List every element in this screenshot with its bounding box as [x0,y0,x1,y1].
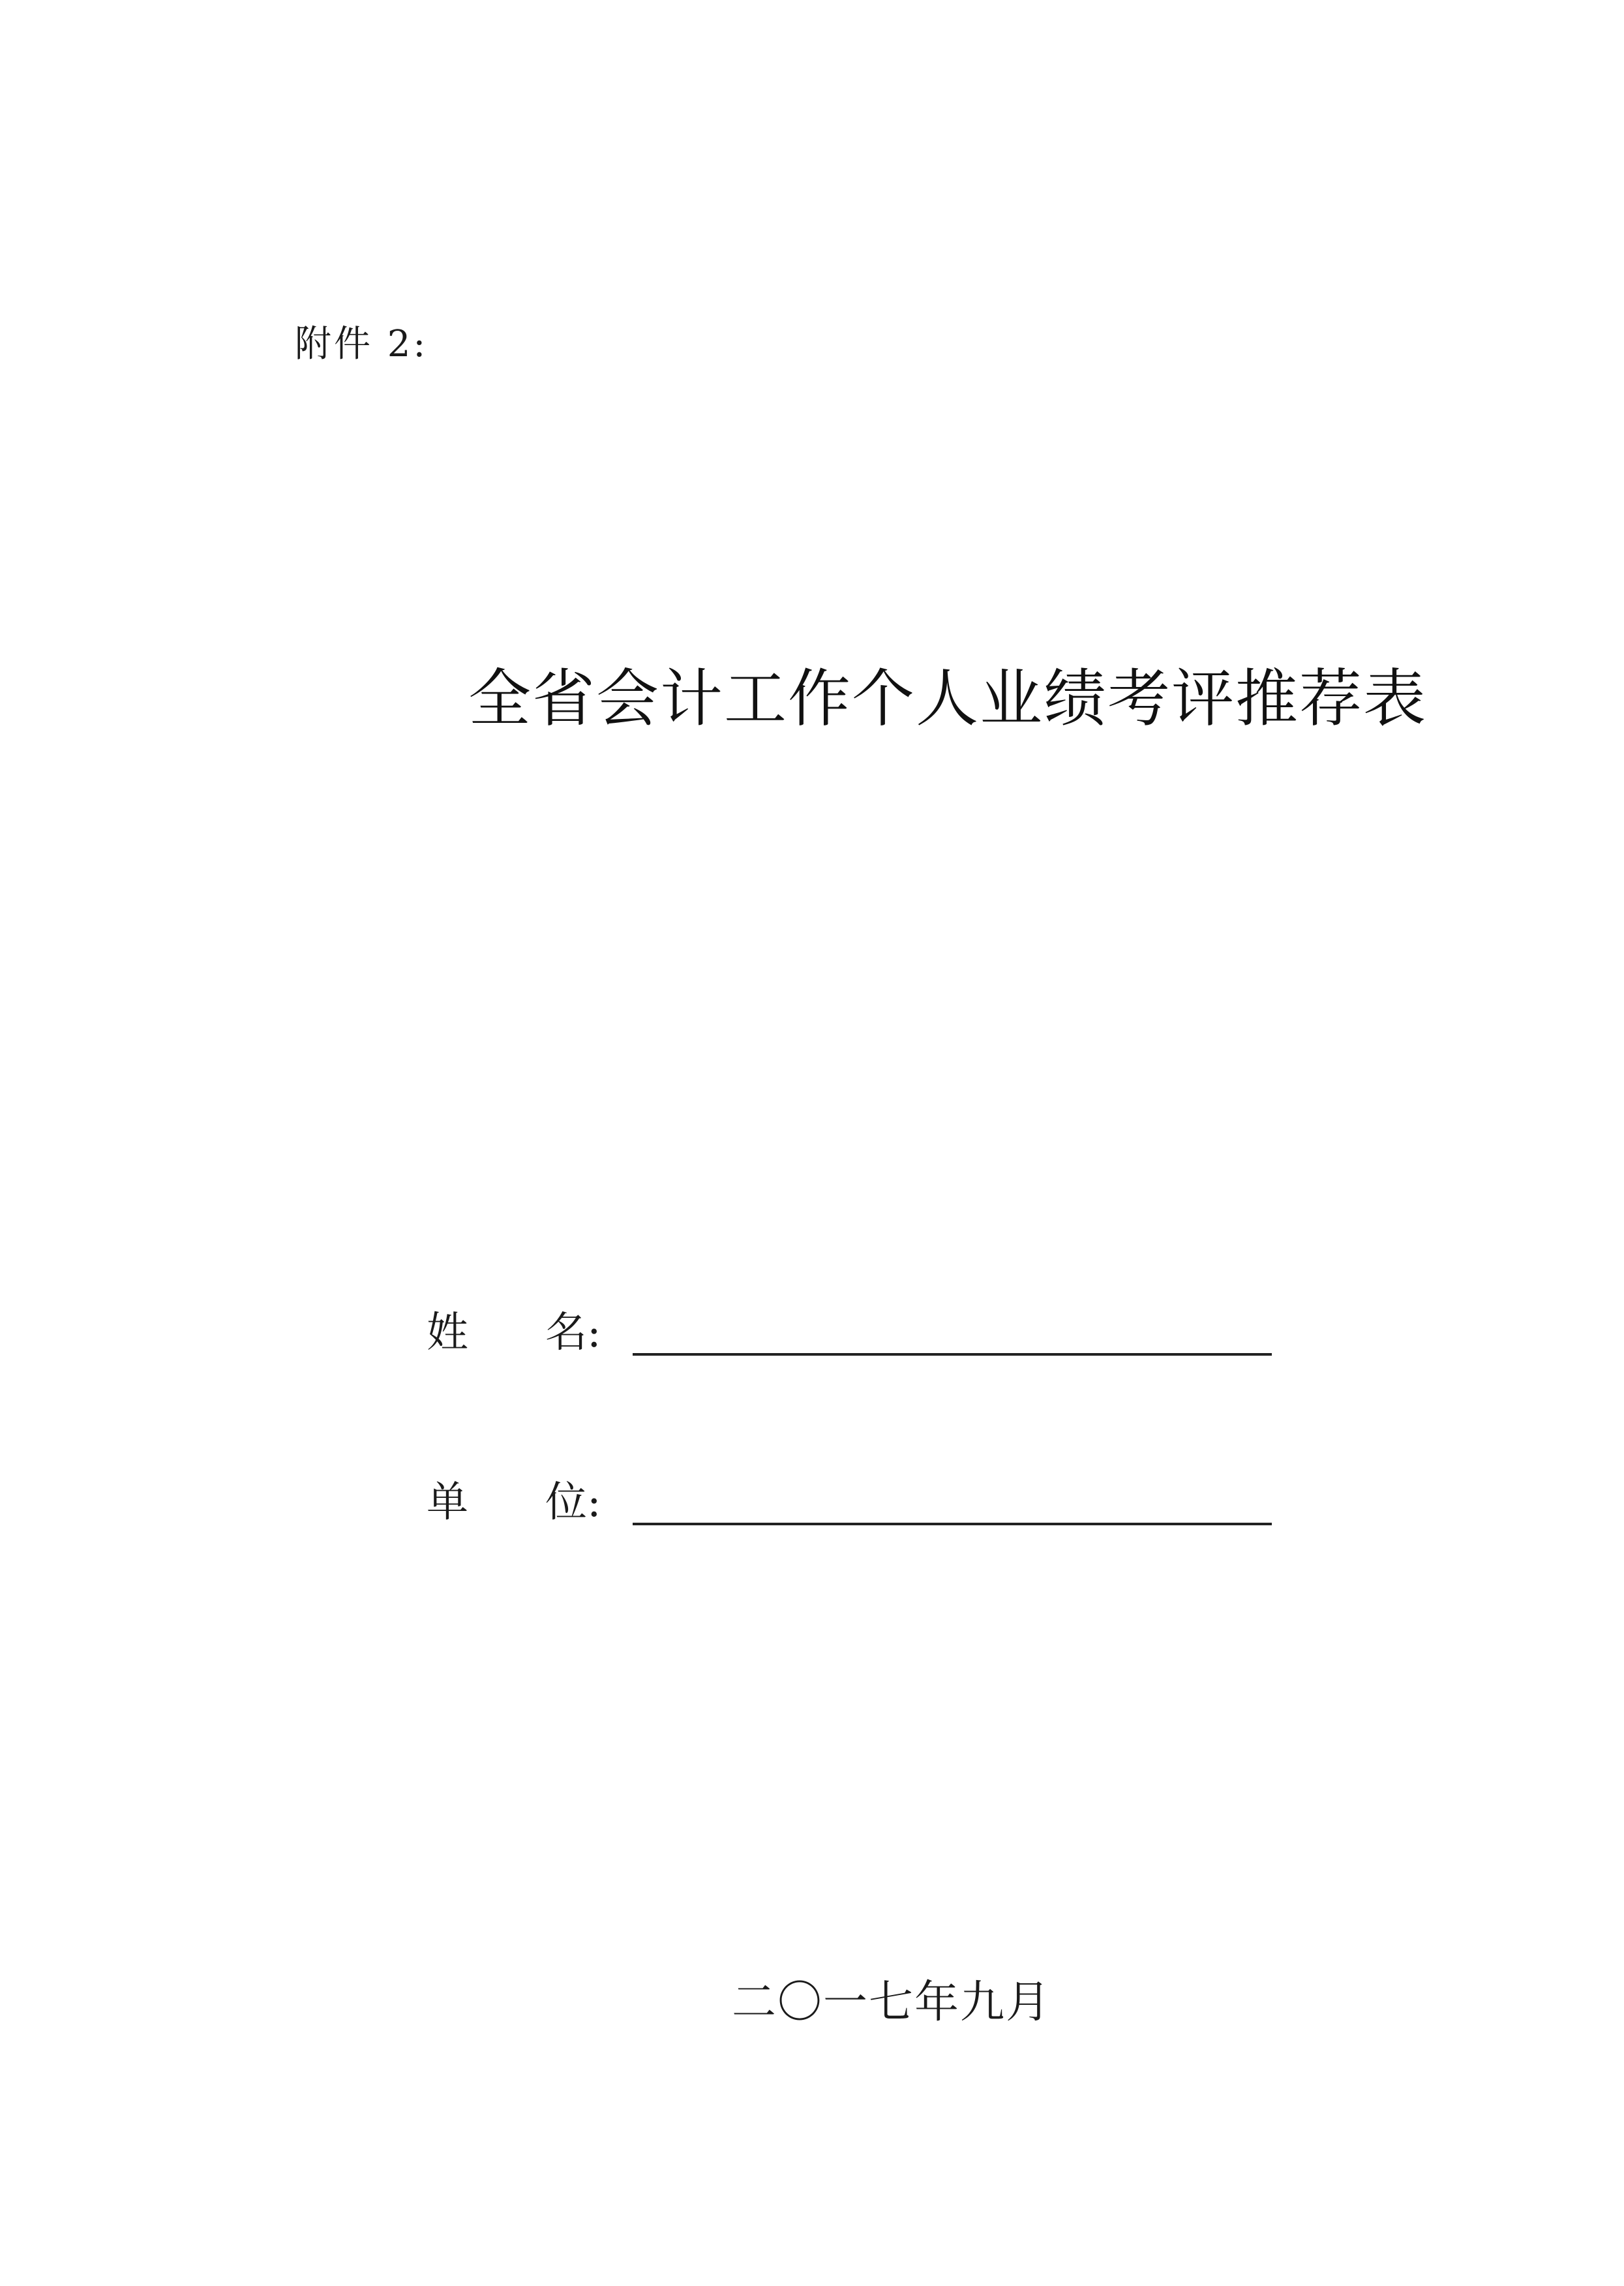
unit-field-row [417,1468,1278,1540]
attachment-label: 附件 2: [295,323,429,365]
document-title: 全省会计工作个人业绩考评推荐表 [468,662,1427,735]
name-field-row [417,1298,1278,1370]
unit-label-char-1: 单 [427,1478,468,1527]
unit-input[interactable] [633,1481,1272,1525]
document-date: 二〇一七年九月 [732,1977,1052,2028]
name-label-char-1: 姓 [427,1309,468,1357]
name-label-char-2: 名: [545,1309,601,1357]
name-input[interactable] [633,1311,1272,1356]
unit-label-char-2: 位: [545,1478,601,1527]
